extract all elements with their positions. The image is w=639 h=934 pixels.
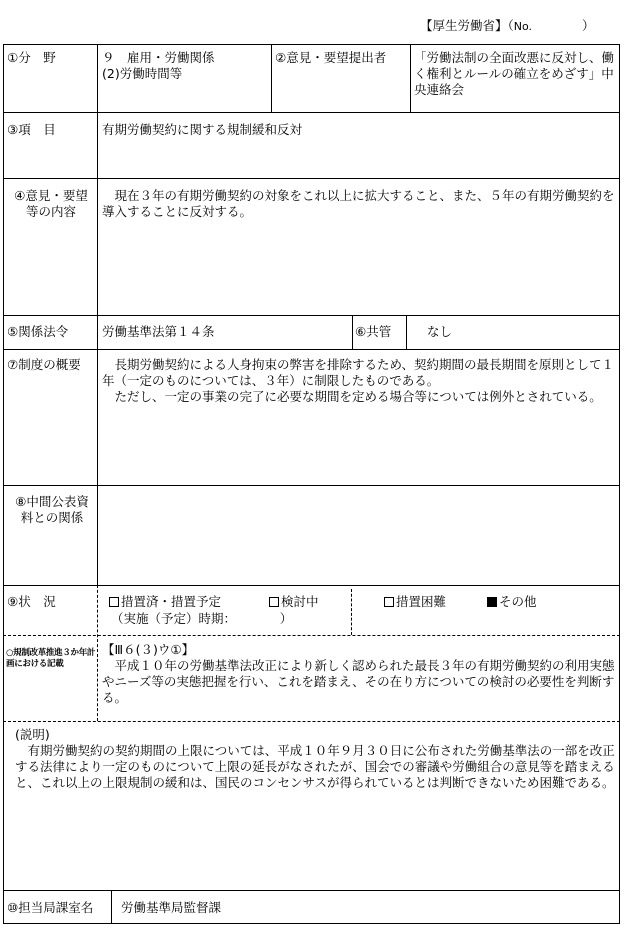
column-divider bbox=[410, 44, 411, 112]
content-value: 現在３年の有期労働契約の対象をこれ以上に拡大すること、また、５年の有期労働契約を導入することに反対する。 bbox=[102, 188, 615, 219]
row-divider bbox=[3, 112, 620, 113]
document-header bbox=[420, 18, 595, 35]
number-label: No. bbox=[513, 20, 533, 33]
explanation-value: 有期労働契約の契約期間の上限については、平成１０年９月３０日に公布された労働基準法の一部を改正する法律により一定のものについて上限の延長がなされたが、国会での審議や労働組合の意見等を踏まえると、これ以上の上限規制の緩和は、国民のコンセンサスが得られているとは判断できないため困難である。 bbox=[15, 743, 615, 790]
joint-label: ⑥共管 bbox=[355, 324, 392, 339]
row-divider-dashed bbox=[3, 635, 620, 636]
status-option-reviewing[interactable] bbox=[269, 594, 319, 610]
plan-label: ○規制改革推進３か年計 画における記載 bbox=[6, 648, 96, 669]
content-label: ④意見・要望 等の内容 bbox=[14, 188, 88, 219]
law-value: 労働基準法第１４条 bbox=[102, 324, 215, 339]
status-label: ⑨状 況 bbox=[7, 594, 56, 609]
status-option-reviewing-label: 検討中 bbox=[281, 594, 319, 609]
requester-value: 「労働法制の全面改悪に反対し、働く権利とルールの確立をめざす」中央連絡会 bbox=[414, 50, 615, 97]
column-divider bbox=[406, 315, 407, 349]
form-table bbox=[3, 44, 620, 924]
row-divider-dashed bbox=[3, 721, 620, 722]
row-divider bbox=[3, 178, 620, 179]
dept-label: ⑩担当局課室名 bbox=[7, 900, 94, 915]
column-divider-dashed bbox=[351, 589, 352, 635]
field-label: ①分 野 bbox=[7, 50, 56, 65]
item-label: ③項 目 bbox=[7, 122, 56, 137]
status-option-implemented[interactable] bbox=[109, 594, 221, 610]
plan-value: 【Ⅲ６(３)ウ①】 平成１０年の労働基準法改正により新しく認められた最長３年の有期労働契約の利用実態やニーズ等の実態把握を行い、これを踏まえ、その在り方についての検討の必要性を判断する。 bbox=[102, 642, 615, 705]
checkbox-icon bbox=[384, 597, 394, 607]
row-divider bbox=[3, 585, 620, 586]
ministry-label: 【厚生労働省】（ bbox=[420, 18, 514, 33]
row-divider bbox=[3, 485, 620, 486]
column-divider bbox=[111, 890, 112, 924]
column-divider bbox=[352, 315, 353, 349]
dept-value: 労働基準局監督課 bbox=[121, 900, 222, 915]
number-close: ） bbox=[532, 18, 595, 33]
checkbox-icon bbox=[109, 597, 119, 607]
row-divider bbox=[3, 890, 620, 891]
column-divider bbox=[271, 44, 272, 112]
system-label: ⑦制度の概要 bbox=[7, 357, 81, 372]
joint-value: なし bbox=[427, 324, 453, 339]
system-value: 長期労働契約による人身拘束の弊害を排除するため、契約期間の最長期間を原則として１年（一定のものについては、３年）に制限したものである。 ただし、一定の事業の完了に必要な期間を定める場合等については例外とされている。 bbox=[102, 357, 615, 404]
status-option-difficult-label: 措置困難 bbox=[396, 594, 447, 609]
status-option-other-label: その他 bbox=[499, 594, 537, 609]
requester-label: ②意見・要望提出者 bbox=[275, 50, 387, 65]
status-timing: （実施（予定）時期： ） bbox=[111, 611, 293, 626]
form-border bbox=[3, 44, 620, 924]
explanation-label: (説明) bbox=[15, 727, 50, 742]
column-divider bbox=[97, 44, 98, 585]
status-option-implemented-label: 措置済・措置予定 bbox=[121, 594, 222, 609]
status-option-difficult[interactable] bbox=[384, 594, 446, 610]
status-option-other[interactable] bbox=[487, 594, 537, 610]
law-label: ⑤関係法令 bbox=[7, 324, 69, 339]
field-value: ９ 雇用・労働関係 (2)労働時間等 bbox=[102, 50, 215, 81]
checkbox-checked-icon bbox=[487, 597, 497, 607]
interim-label: ⑧中間公表資 料との関係 bbox=[15, 494, 89, 525]
item-value: 有期労働契約に関する規制緩和反対 bbox=[102, 122, 303, 137]
row-divider bbox=[3, 315, 620, 316]
row-divider bbox=[3, 349, 620, 350]
checkbox-icon bbox=[269, 597, 279, 607]
